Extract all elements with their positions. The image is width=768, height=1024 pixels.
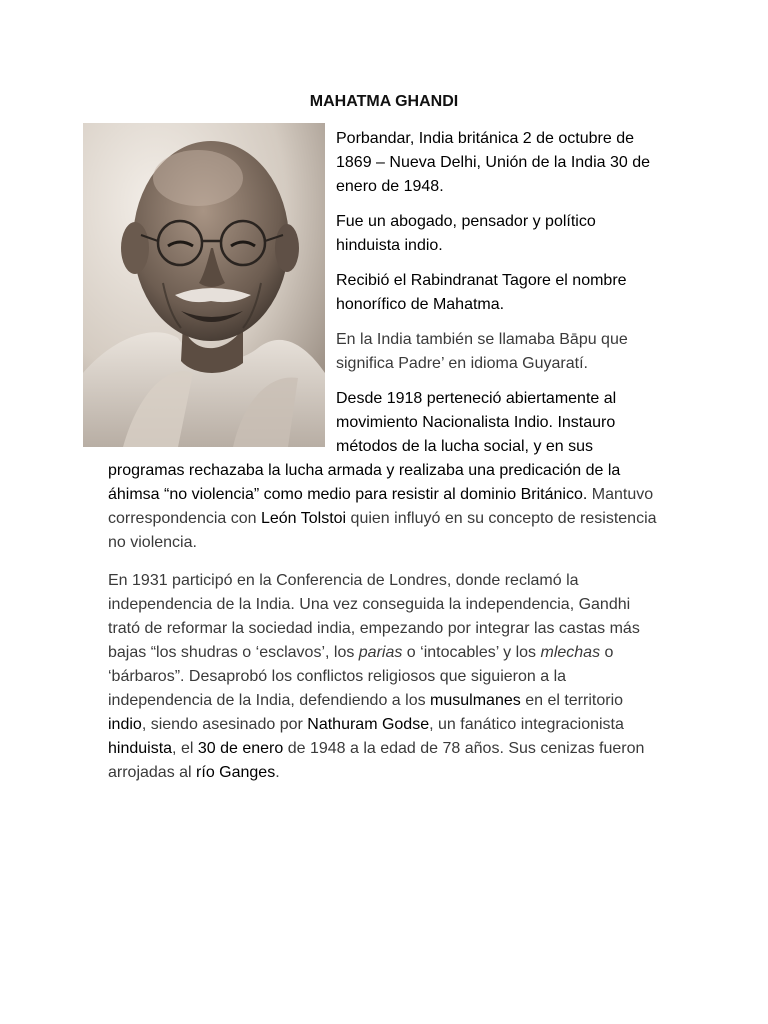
text-segment: en el territorio bbox=[520, 692, 624, 709]
paragraph-movement-text: Desde 1918 perteneció abiertamente al movimiento Nacionalista Indio. Instauro métodos de la lucha social, y en sus programas rechazaba la lucha armada y realizaba una predicación de la áhimsa “no violencia” como medio para resistir al dominio Británico. bbox=[108, 390, 621, 503]
text-segment: o ‘intocables’ y los bbox=[402, 644, 541, 661]
paragraph-profession: Fue un abogado, pensador y político hinduista indio. bbox=[336, 213, 596, 254]
text-segment: de 1948 a la edad de 78 años. Sus cenizas fueron arrojadas al bbox=[108, 740, 645, 781]
tolstoi-link[interactable]: León Tolstoi bbox=[260, 510, 347, 527]
hinduista-link[interactable]: hinduista bbox=[108, 740, 173, 757]
text-segment: En 1931 participó en la Conferencia de Londres, donde reclamó la independencia de la India. Una vez conseguida la independencia, Gandhi trató de reformar la sociedad india, empezando por integrar las castas más bajas “los shudras o ‘esclavos’, los bbox=[108, 572, 640, 661]
page-title: MAHATMA GHANDI bbox=[309, 93, 459, 110]
text-segment: , siendo asesinado por bbox=[141, 716, 308, 733]
parias-term: parias bbox=[358, 644, 403, 661]
text-segment: . bbox=[275, 764, 280, 781]
paragraph-title-honor: Recibió el Rabindranat Tagore el nombre honorífico de Mahatma. bbox=[336, 272, 627, 313]
paragraph-movement-text-3: quien influyó en su concepto de resistencia no violencia. bbox=[108, 510, 657, 551]
text-segment: o ‘bárbaros”. Desaprobó los conflictos religiosos que siguieron a la independencia de la India, defendiendo a los bbox=[108, 644, 614, 709]
nathuram-godse-link[interactable]: Nathuram Godse bbox=[307, 716, 430, 733]
paragraph-movement-text-2: Mantuvo correspondencia con bbox=[108, 486, 654, 527]
paragraph-bapu: En la India también se llamaba Bāpu que significa Padre’ en idioma Guyaratí. bbox=[336, 331, 628, 372]
mlechas-term: mlechas bbox=[540, 644, 601, 661]
musulmanes-link[interactable]: musulmanes bbox=[430, 692, 521, 709]
date-link[interactable]: 30 de enero bbox=[197, 740, 284, 757]
rio-ganges-link[interactable]: río Ganges bbox=[196, 764, 276, 781]
paragraph-independence bbox=[108, 569, 664, 785]
paragraph-birth: Porbandar, India británica 2 de octubre de 1869 – Nueva Delhi, Unión de la India 30 de enero de 1948. bbox=[336, 130, 650, 195]
text-segment: , un fanático integracionista bbox=[429, 716, 624, 733]
image-float-spacer bbox=[108, 127, 336, 455]
article-body bbox=[108, 127, 664, 796]
indio-link[interactable]: indio bbox=[108, 716, 142, 733]
text-segment: , el bbox=[172, 740, 198, 757]
